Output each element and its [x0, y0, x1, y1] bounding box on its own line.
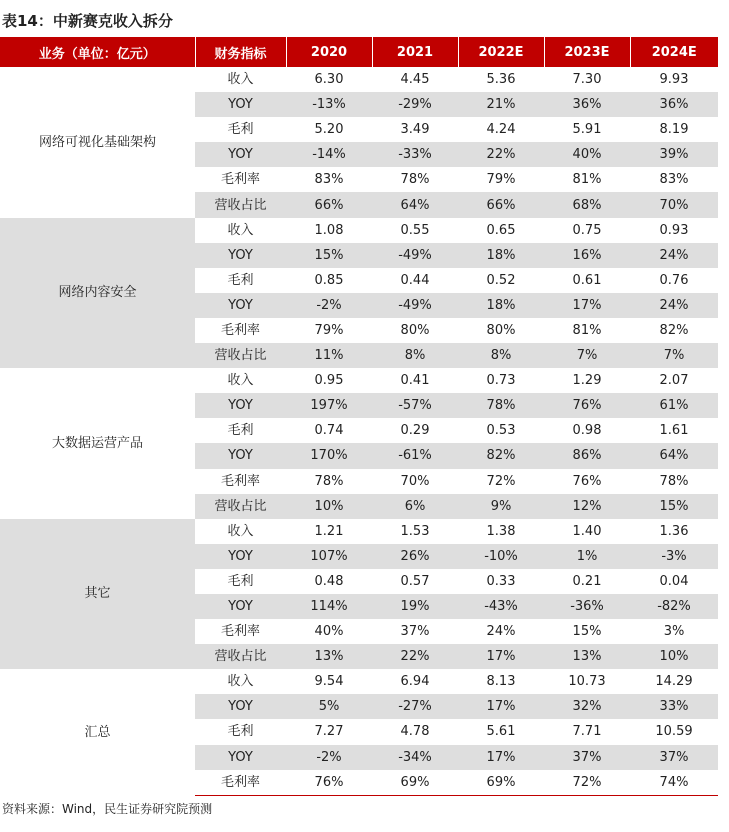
value-cell: 82%: [659, 322, 689, 338]
table-row: [0, 67, 718, 92]
value-cell: 80%: [400, 322, 430, 338]
value-cell: 72%: [544, 770, 630, 796]
value-cell: 70%: [400, 473, 430, 489]
value-cell: 0.55: [400, 222, 430, 238]
value-cell: 0.85: [314, 272, 344, 288]
value-cell: 18%: [458, 293, 544, 318]
value-cell: 1.61: [659, 423, 689, 439]
value-cell: 22%: [372, 644, 458, 669]
value-cell: 1.36: [659, 523, 689, 539]
value-cell: 0.52: [486, 272, 516, 288]
value-cell: 32%: [544, 694, 630, 719]
value-cell: 15%: [630, 494, 718, 519]
value-cell: -3%: [630, 544, 718, 569]
value-cell: -43%: [458, 594, 544, 619]
metric-cell: YOY: [195, 745, 286, 770]
value-cell: 5.91: [572, 122, 602, 138]
table-body: [0, 67, 718, 795]
metric-cell: 毛利: [227, 573, 254, 589]
value-cell: 86%: [544, 443, 630, 468]
value-cell: 81%: [572, 322, 602, 338]
value-cell: 13%: [286, 644, 372, 669]
value-cell: 6.30: [314, 72, 344, 88]
value-cell: 1.29: [572, 373, 602, 389]
value-cell: 61%: [630, 393, 718, 418]
metric-cell: YOY: [195, 293, 286, 318]
value-cell: 1%: [544, 544, 630, 569]
value-cell: 40%: [314, 624, 344, 640]
value-cell: 24%: [486, 624, 516, 640]
value-cell: 0.41: [400, 373, 430, 389]
value-cell: 0.48: [314, 573, 344, 589]
value-cell: 37%: [544, 745, 630, 770]
value-cell: 21%: [458, 92, 544, 117]
value-cell: 0.33: [486, 573, 516, 589]
value-cell: 70%: [630, 192, 718, 217]
value-cell: 5.20: [314, 122, 344, 138]
value-cell: 107%: [286, 544, 372, 569]
value-cell: -2%: [286, 745, 372, 770]
value-cell: 37%: [400, 624, 430, 640]
value-cell: 12%: [544, 494, 630, 519]
value-cell: 9.93: [659, 72, 689, 88]
value-cell: 78%: [314, 473, 344, 489]
value-cell: 0.61: [572, 272, 602, 288]
value-cell: -61%: [372, 443, 458, 468]
value-cell: 3%: [663, 624, 685, 640]
value-cell: -13%: [286, 92, 372, 117]
value-cell: 36%: [630, 92, 718, 117]
value-cell: -82%: [630, 594, 718, 619]
value-cell: 15%: [286, 243, 372, 268]
value-cell: 76%: [286, 770, 372, 796]
value-cell: 78%: [400, 172, 430, 188]
value-cell: 1.21: [314, 523, 344, 539]
value-cell: 79%: [486, 172, 516, 188]
value-cell: 66%: [458, 192, 544, 217]
metric-cell: 收入: [227, 674, 254, 690]
value-cell: 64%: [630, 443, 718, 468]
header-cell: 财务指标: [195, 37, 286, 67]
value-cell: 0.04: [659, 573, 689, 589]
value-cell: 7.27: [314, 724, 344, 740]
value-cell: -57%: [372, 393, 458, 418]
value-cell: 7%: [544, 343, 630, 368]
metric-cell: YOY: [195, 142, 286, 167]
value-cell: 0.74: [314, 423, 344, 439]
metric-cell: 营收占比: [195, 494, 286, 519]
metric-cell: 收入: [227, 523, 254, 539]
value-cell: 22%: [458, 142, 544, 167]
metric-cell: 营收占比: [195, 192, 286, 217]
metric-cell: YOY: [195, 594, 286, 619]
value-cell: 16%: [544, 243, 630, 268]
value-cell: 170%: [286, 443, 372, 468]
value-cell: 0.29: [400, 423, 430, 439]
metric-cell: 营收占比: [195, 644, 286, 669]
header-cell: 业务（单位：亿元）: [0, 37, 195, 67]
metric-cell: 毛利率: [220, 473, 260, 489]
table-title: 表14：中新赛克收入拆分: [2, 12, 173, 30]
header-cell: 2022E: [458, 37, 544, 67]
revenue-breakdown-table: [0, 37, 718, 796]
metric-cell: 毛利: [227, 272, 254, 288]
value-cell: 1.38: [486, 523, 516, 539]
value-cell: -14%: [286, 142, 372, 167]
value-cell: 8.19: [659, 122, 689, 138]
value-cell: 13%: [544, 644, 630, 669]
value-cell: 5.36: [486, 72, 516, 88]
value-cell: 5.61: [486, 724, 516, 740]
value-cell: 80%: [486, 322, 516, 338]
value-cell: 4.78: [400, 724, 430, 740]
metric-cell: 收入: [227, 72, 254, 88]
value-cell: 7%: [630, 343, 718, 368]
metric-cell: YOY: [195, 92, 286, 117]
metric-cell: YOY: [195, 544, 286, 569]
value-cell: 14.29: [655, 674, 693, 690]
value-cell: 76%: [572, 473, 602, 489]
value-cell: -34%: [372, 745, 458, 770]
value-cell: 17%: [458, 745, 544, 770]
value-cell: 39%: [630, 142, 718, 167]
table-row: [0, 669, 718, 694]
metric-cell: 毛利: [227, 122, 254, 138]
value-cell: 66%: [286, 192, 372, 217]
value-cell: 10%: [286, 494, 372, 519]
value-cell: 8%: [372, 343, 458, 368]
table-row: [0, 218, 718, 243]
value-cell: 0.57: [400, 573, 430, 589]
metric-cell: 毛利率: [220, 322, 260, 338]
metric-cell: 收入: [227, 373, 254, 389]
value-cell: -36%: [544, 594, 630, 619]
value-cell: -49%: [372, 243, 458, 268]
value-cell: 74%: [630, 770, 718, 796]
value-cell: 4.45: [400, 72, 430, 88]
metric-cell: 营收占比: [195, 343, 286, 368]
header-cell: 2024E: [630, 37, 718, 67]
value-cell: 0.44: [400, 272, 430, 288]
business-segment-cell: 网络可视化基础架构: [0, 67, 195, 218]
value-cell: 64%: [372, 192, 458, 217]
value-cell: 7.30: [572, 72, 602, 88]
value-cell: 17%: [458, 694, 544, 719]
value-cell: 4.24: [486, 122, 516, 138]
value-cell: 0.98: [572, 423, 602, 439]
value-cell: 82%: [458, 443, 544, 468]
value-cell: 17%: [458, 644, 544, 669]
value-cell: 1.53: [400, 523, 430, 539]
value-cell: 19%: [372, 594, 458, 619]
value-cell: 69%: [372, 770, 458, 796]
business-segment-cell: 其它: [0, 519, 195, 670]
value-cell: 0.65: [486, 222, 516, 238]
value-cell: 72%: [486, 473, 516, 489]
metric-cell: 收入: [227, 222, 254, 238]
metric-cell: YOY: [195, 243, 286, 268]
table-row: [0, 368, 718, 393]
value-cell: -49%: [372, 293, 458, 318]
value-cell: 78%: [659, 473, 689, 489]
value-cell: 0.95: [314, 373, 344, 389]
value-cell: 40%: [544, 142, 630, 167]
value-cell: 0.76: [659, 272, 689, 288]
header-row: [0, 37, 718, 67]
value-cell: 79%: [314, 322, 344, 338]
value-cell: 9.54: [314, 674, 344, 690]
value-cell: 18%: [458, 243, 544, 268]
metric-cell: 毛利率: [195, 770, 286, 796]
business-segment-cell: 汇总: [0, 669, 195, 795]
header-cell: 2023E: [544, 37, 630, 67]
value-cell: 6%: [372, 494, 458, 519]
value-cell: -10%: [458, 544, 544, 569]
value-cell: 10.73: [568, 674, 606, 690]
metric-cell: 毛利: [227, 423, 254, 439]
value-cell: 0.75: [572, 222, 602, 238]
metric-cell: YOY: [195, 393, 286, 418]
value-cell: 76%: [544, 393, 630, 418]
value-cell: 17%: [544, 293, 630, 318]
metric-cell: YOY: [195, 694, 286, 719]
value-cell: 69%: [458, 770, 544, 796]
value-cell: 0.53: [486, 423, 516, 439]
value-cell: 0.21: [572, 573, 602, 589]
value-cell: 197%: [286, 393, 372, 418]
value-cell: 8%: [458, 343, 544, 368]
value-cell: 7.71: [572, 724, 602, 740]
value-cell: 1.08: [314, 222, 344, 238]
table-row: [0, 519, 718, 544]
value-cell: -27%: [372, 694, 458, 719]
value-cell: 0.93: [659, 222, 689, 238]
value-cell: 68%: [544, 192, 630, 217]
value-cell: 36%: [544, 92, 630, 117]
business-segment-cell: 网络内容安全: [0, 218, 195, 369]
value-cell: 10.59: [655, 724, 693, 740]
metric-cell: 毛利率: [220, 172, 260, 188]
value-cell: -2%: [286, 293, 372, 318]
value-cell: 0.73: [486, 373, 516, 389]
value-cell: 26%: [372, 544, 458, 569]
value-cell: 83%: [659, 172, 689, 188]
value-cell: 37%: [630, 745, 718, 770]
value-cell: 11%: [286, 343, 372, 368]
value-cell: 33%: [630, 694, 718, 719]
metric-cell: YOY: [195, 443, 286, 468]
value-cell: 78%: [458, 393, 544, 418]
value-cell: 81%: [572, 172, 602, 188]
value-cell: 114%: [286, 594, 372, 619]
value-cell: 83%: [314, 172, 344, 188]
value-cell: 24%: [630, 293, 718, 318]
value-cell: 3.49: [400, 122, 430, 138]
value-cell: 24%: [630, 243, 718, 268]
value-cell: -29%: [372, 92, 458, 117]
header-cell: 2021: [372, 37, 458, 67]
source-note: 资料来源：Wind，民生证券研究院预测: [2, 802, 213, 816]
business-segment-cell: 大数据运营产品: [0, 368, 195, 519]
value-cell: 1.40: [572, 523, 602, 539]
value-cell: 8.13: [486, 674, 516, 690]
value-cell: 5%: [286, 694, 372, 719]
value-cell: 6.94: [400, 674, 430, 690]
header-cell: 2020: [286, 37, 372, 67]
metric-cell: 毛利: [227, 724, 254, 740]
metric-cell: 毛利率: [220, 624, 260, 640]
value-cell: -33%: [372, 142, 458, 167]
value-cell: 2.07: [659, 373, 689, 389]
value-cell: 15%: [572, 624, 602, 640]
value-cell: 10%: [630, 644, 718, 669]
value-cell: 9%: [458, 494, 544, 519]
